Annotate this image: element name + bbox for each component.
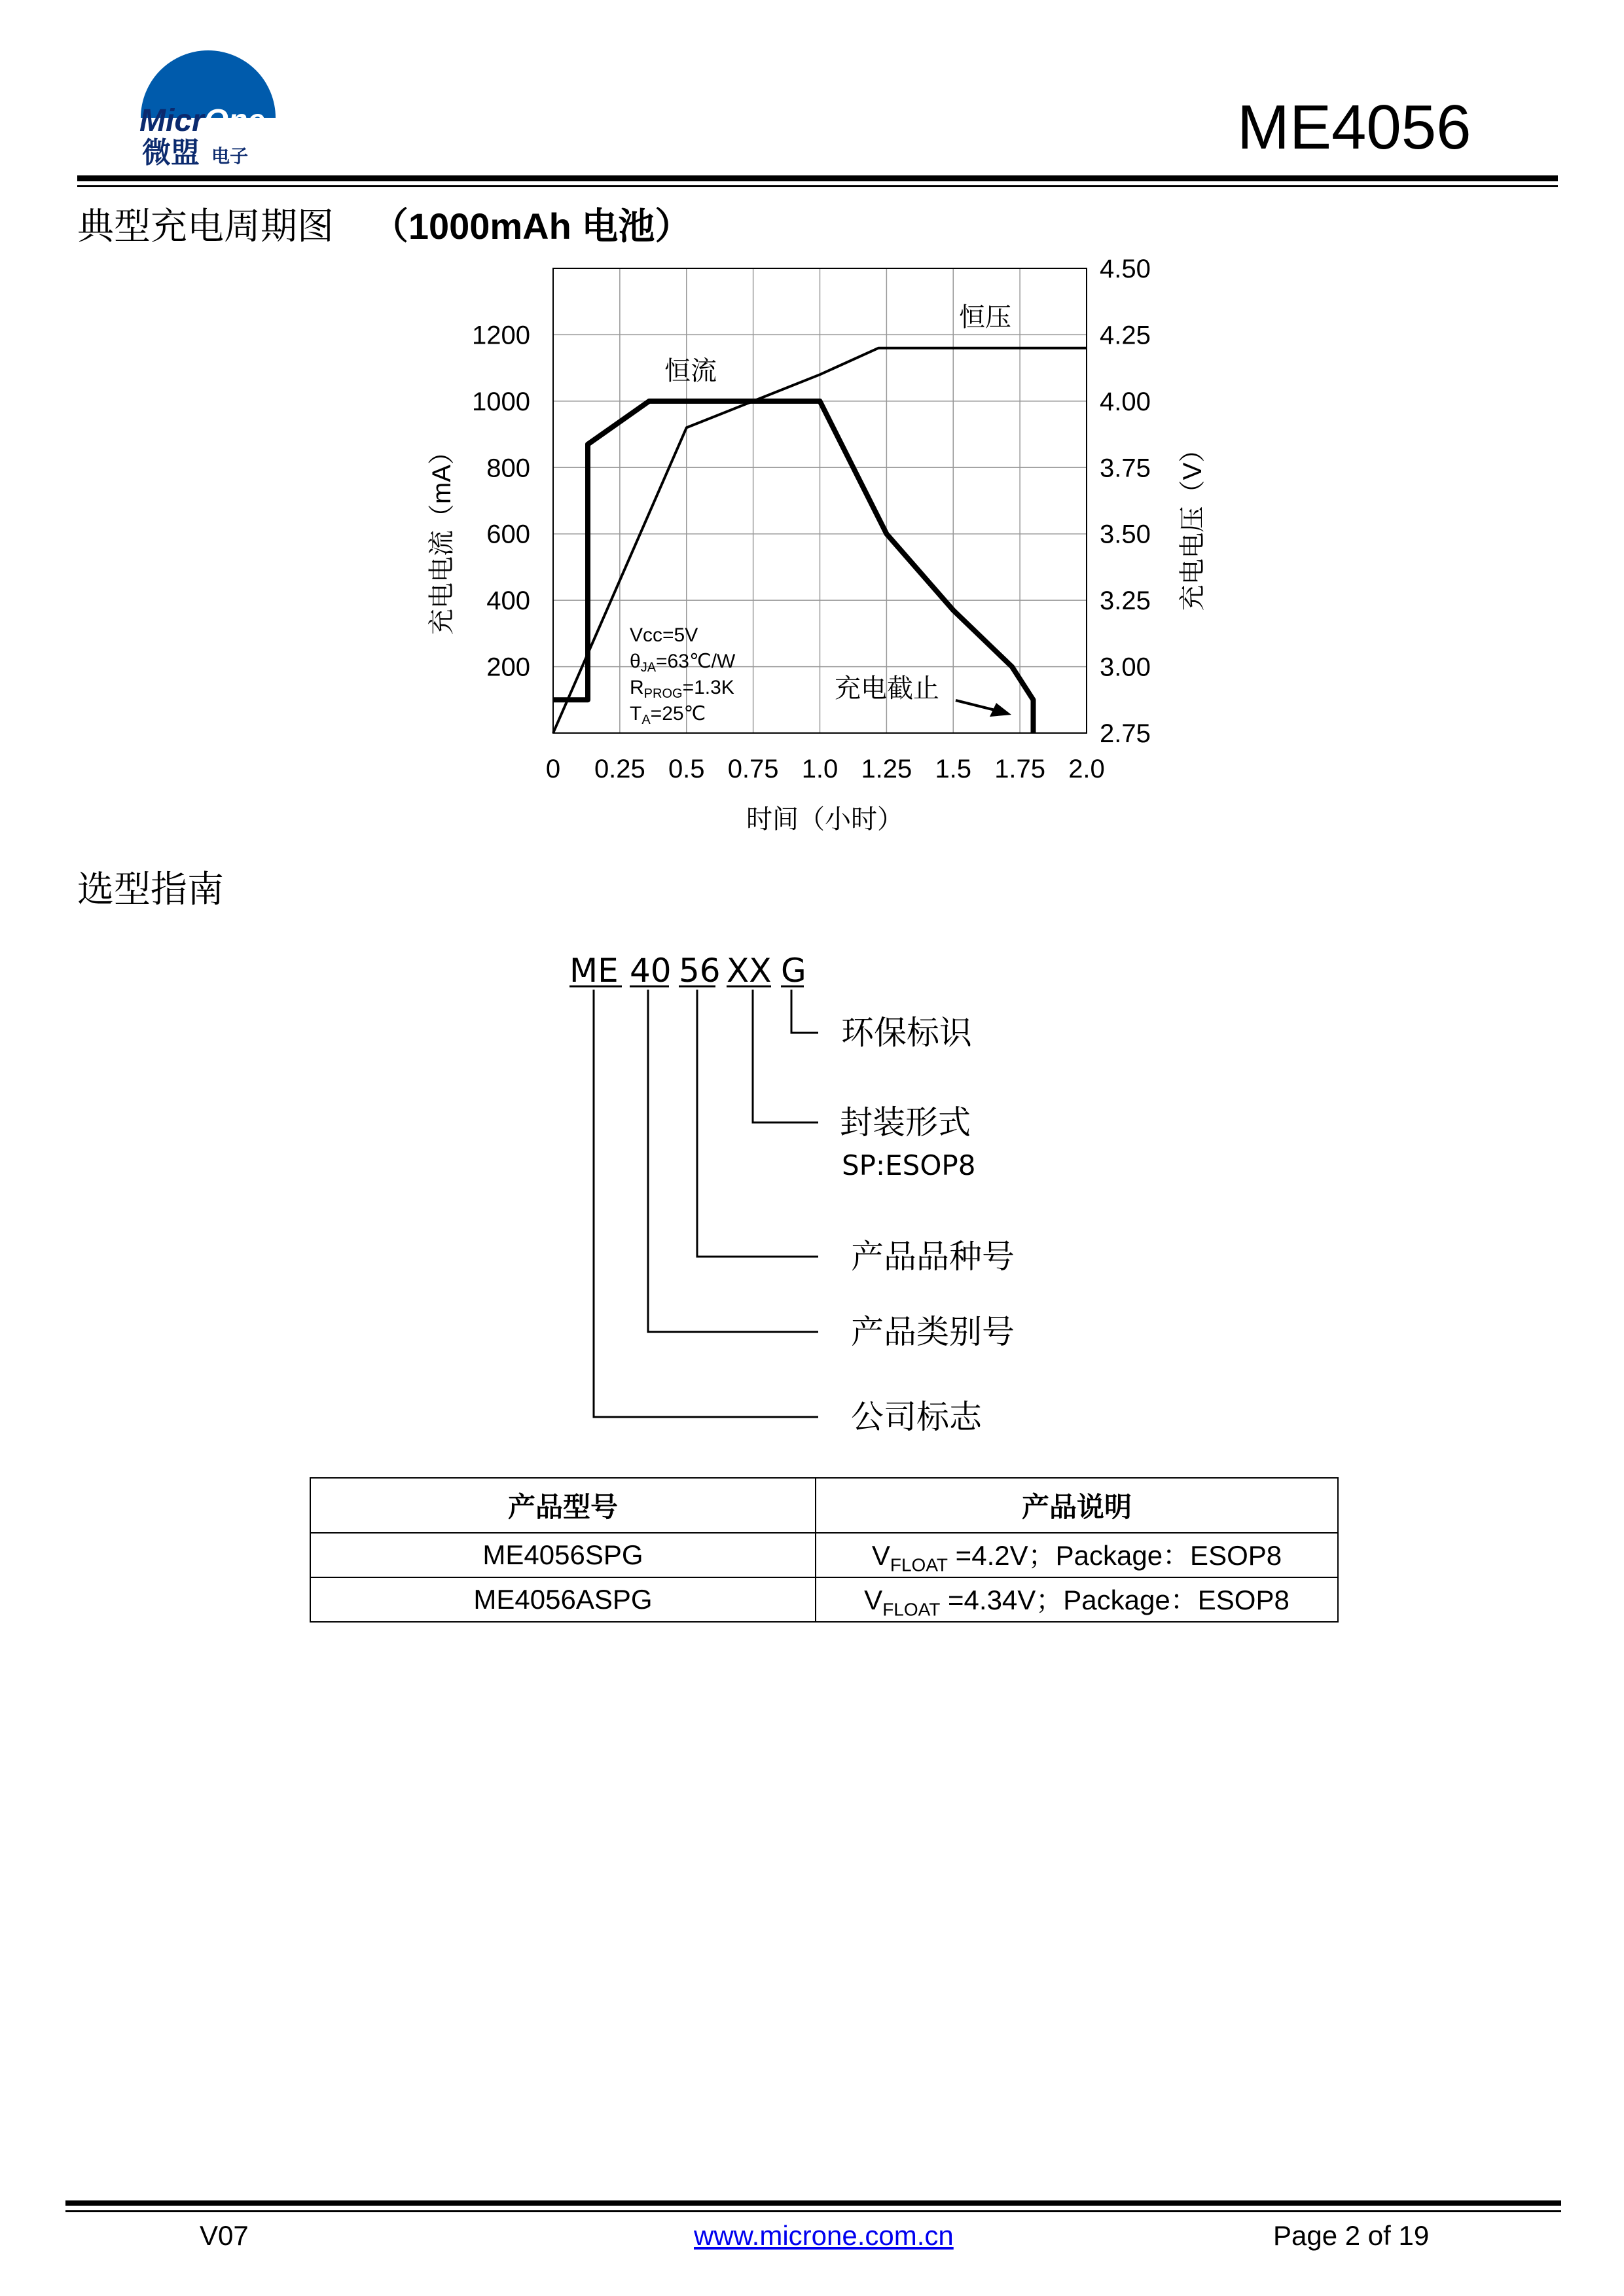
- cell-model: ME4056ASPG: [310, 1577, 816, 1622]
- footer-url[interactable]: www.microne.com.cn: [694, 2220, 954, 2251]
- label-product-variant: 产品品种号: [851, 1238, 1015, 1276]
- label-company-mark: 公司标志: [851, 1398, 982, 1436]
- y-right-tick-label: 3.25: [1100, 586, 1151, 616]
- condition-rprog: $R_{PROG}=1.3K$: [630, 677, 734, 701]
- line-40: [648, 990, 818, 1332]
- part-number-code: [569, 952, 806, 990]
- part-56: 56: [679, 952, 721, 990]
- y-left-tick-label: 600: [486, 520, 530, 549]
- table-row: [310, 1577, 1338, 1622]
- table-row: [310, 1533, 1338, 1577]
- x-tick-label: 0.25: [594, 755, 645, 783]
- condition-ta: $T_A=25℃$: [630, 703, 706, 727]
- x-tick-label: 1.75: [994, 755, 1046, 783]
- y-right-tick-label: 3.50: [1100, 520, 1151, 549]
- annotation-cc: 恒流: [664, 357, 717, 386]
- header-description: 产品说明: [816, 1478, 1338, 1533]
- charge-cycle-chart: [0, 0, 1624, 884]
- y-right-tick-label: 3.75: [1100, 454, 1151, 483]
- x-tick-label: 1.0: [801, 755, 839, 783]
- part-number-diagram: [0, 916, 1624, 1440]
- label-package: 封装形式: [840, 1103, 971, 1141]
- footer-website-link[interactable]: [694, 2220, 954, 2251]
- line-g: [791, 990, 818, 1033]
- part-me: ME: [569, 952, 619, 990]
- x-tick-label: 1.5: [935, 755, 972, 783]
- cell-description: $V_{FLOAT} =4.34V$；Package：ESOP8: [816, 1577, 1338, 1622]
- y-left-tick-label: 800: [486, 454, 530, 483]
- condition-theta: $\theta_{JA}=63℃/W$: [630, 651, 736, 675]
- label-eco-mark: 环保标识: [841, 1014, 972, 1052]
- y-right-tick-label: 3.00: [1100, 653, 1151, 682]
- annotation-cutoff: 充电截止: [835, 674, 939, 703]
- footer-version: V07: [200, 2220, 249, 2251]
- test-conditions: [630, 624, 736, 727]
- line-me: [594, 990, 818, 1417]
- table-header-row: [310, 1478, 1338, 1533]
- x-tick-label: 0.75: [727, 755, 779, 783]
- y-left-axis-label: 充电电流（mA）: [427, 439, 456, 635]
- x-tick-label: 0.5: [668, 755, 705, 783]
- y-right-tick-label: 2.75: [1100, 719, 1151, 748]
- cutoff-arrow-line: [956, 700, 995, 710]
- x-tick-label: 0: [545, 755, 561, 783]
- y-right-tick-label: 4.50: [1100, 255, 1151, 283]
- logo-cn-small-text: 电子: [211, 145, 249, 167]
- part-40: 40: [630, 952, 672, 990]
- footer-rule-thick: [65, 2200, 1561, 2206]
- product-selection-table: [310, 1477, 1339, 1623]
- y-left-tick-labels: [472, 321, 530, 681]
- x-tick-labels: [546, 755, 1105, 783]
- y-right-tick-label: 4.25: [1100, 321, 1151, 350]
- x-axis-label: 时间（小时）: [746, 805, 903, 834]
- x-tick-label: 2.0: [1068, 755, 1105, 783]
- line-xx: [753, 990, 818, 1122]
- cell-description: $V_{FLOAT} =4.2V$；Package：ESOP8: [816, 1533, 1338, 1577]
- y-right-axis-label: 充电电压（V）: [1178, 436, 1207, 611]
- guide-lines: [569, 986, 818, 1417]
- footer-rule-thin: [65, 2210, 1561, 2212]
- y-left-tick-label: 1200: [472, 321, 530, 350]
- annotation-cv: 恒压: [959, 303, 1011, 332]
- y-right-tick-labels: [1100, 255, 1151, 748]
- chart-section-title-cn: 典型充电周期图: [77, 206, 334, 248]
- part-xx: XX: [727, 952, 772, 990]
- cell-model: ME4056SPG: [310, 1533, 816, 1577]
- label-product-category: 产品类别号: [851, 1313, 1015, 1351]
- footer-page-number: Page 2 of 19: [1273, 2220, 1430, 2251]
- y-left-tick-label: 400: [486, 586, 530, 616]
- y-left-tick-label: 200: [486, 653, 530, 682]
- logo-cn-text: 微盟: [142, 136, 200, 167]
- part-g: G: [781, 952, 806, 990]
- guide-labels: [840, 1014, 1015, 1436]
- selection-guide-title: 选型指南: [77, 869, 224, 911]
- document-title: ME4056: [1237, 92, 1471, 162]
- label-package-code: SP:ESOP8: [842, 1149, 976, 1181]
- y-right-tick-label: 4.00: [1100, 387, 1151, 416]
- chart-section-title-paren: （1000mAh 电池）: [371, 206, 692, 247]
- condition-vcc: Vcc=5V: [630, 624, 698, 646]
- header-model: 产品型号: [310, 1478, 816, 1533]
- x-tick-label: 1.25: [861, 755, 912, 783]
- logo-brand-text: MicrOne: [139, 103, 266, 138]
- y-left-tick-label: 1000: [472, 387, 530, 416]
